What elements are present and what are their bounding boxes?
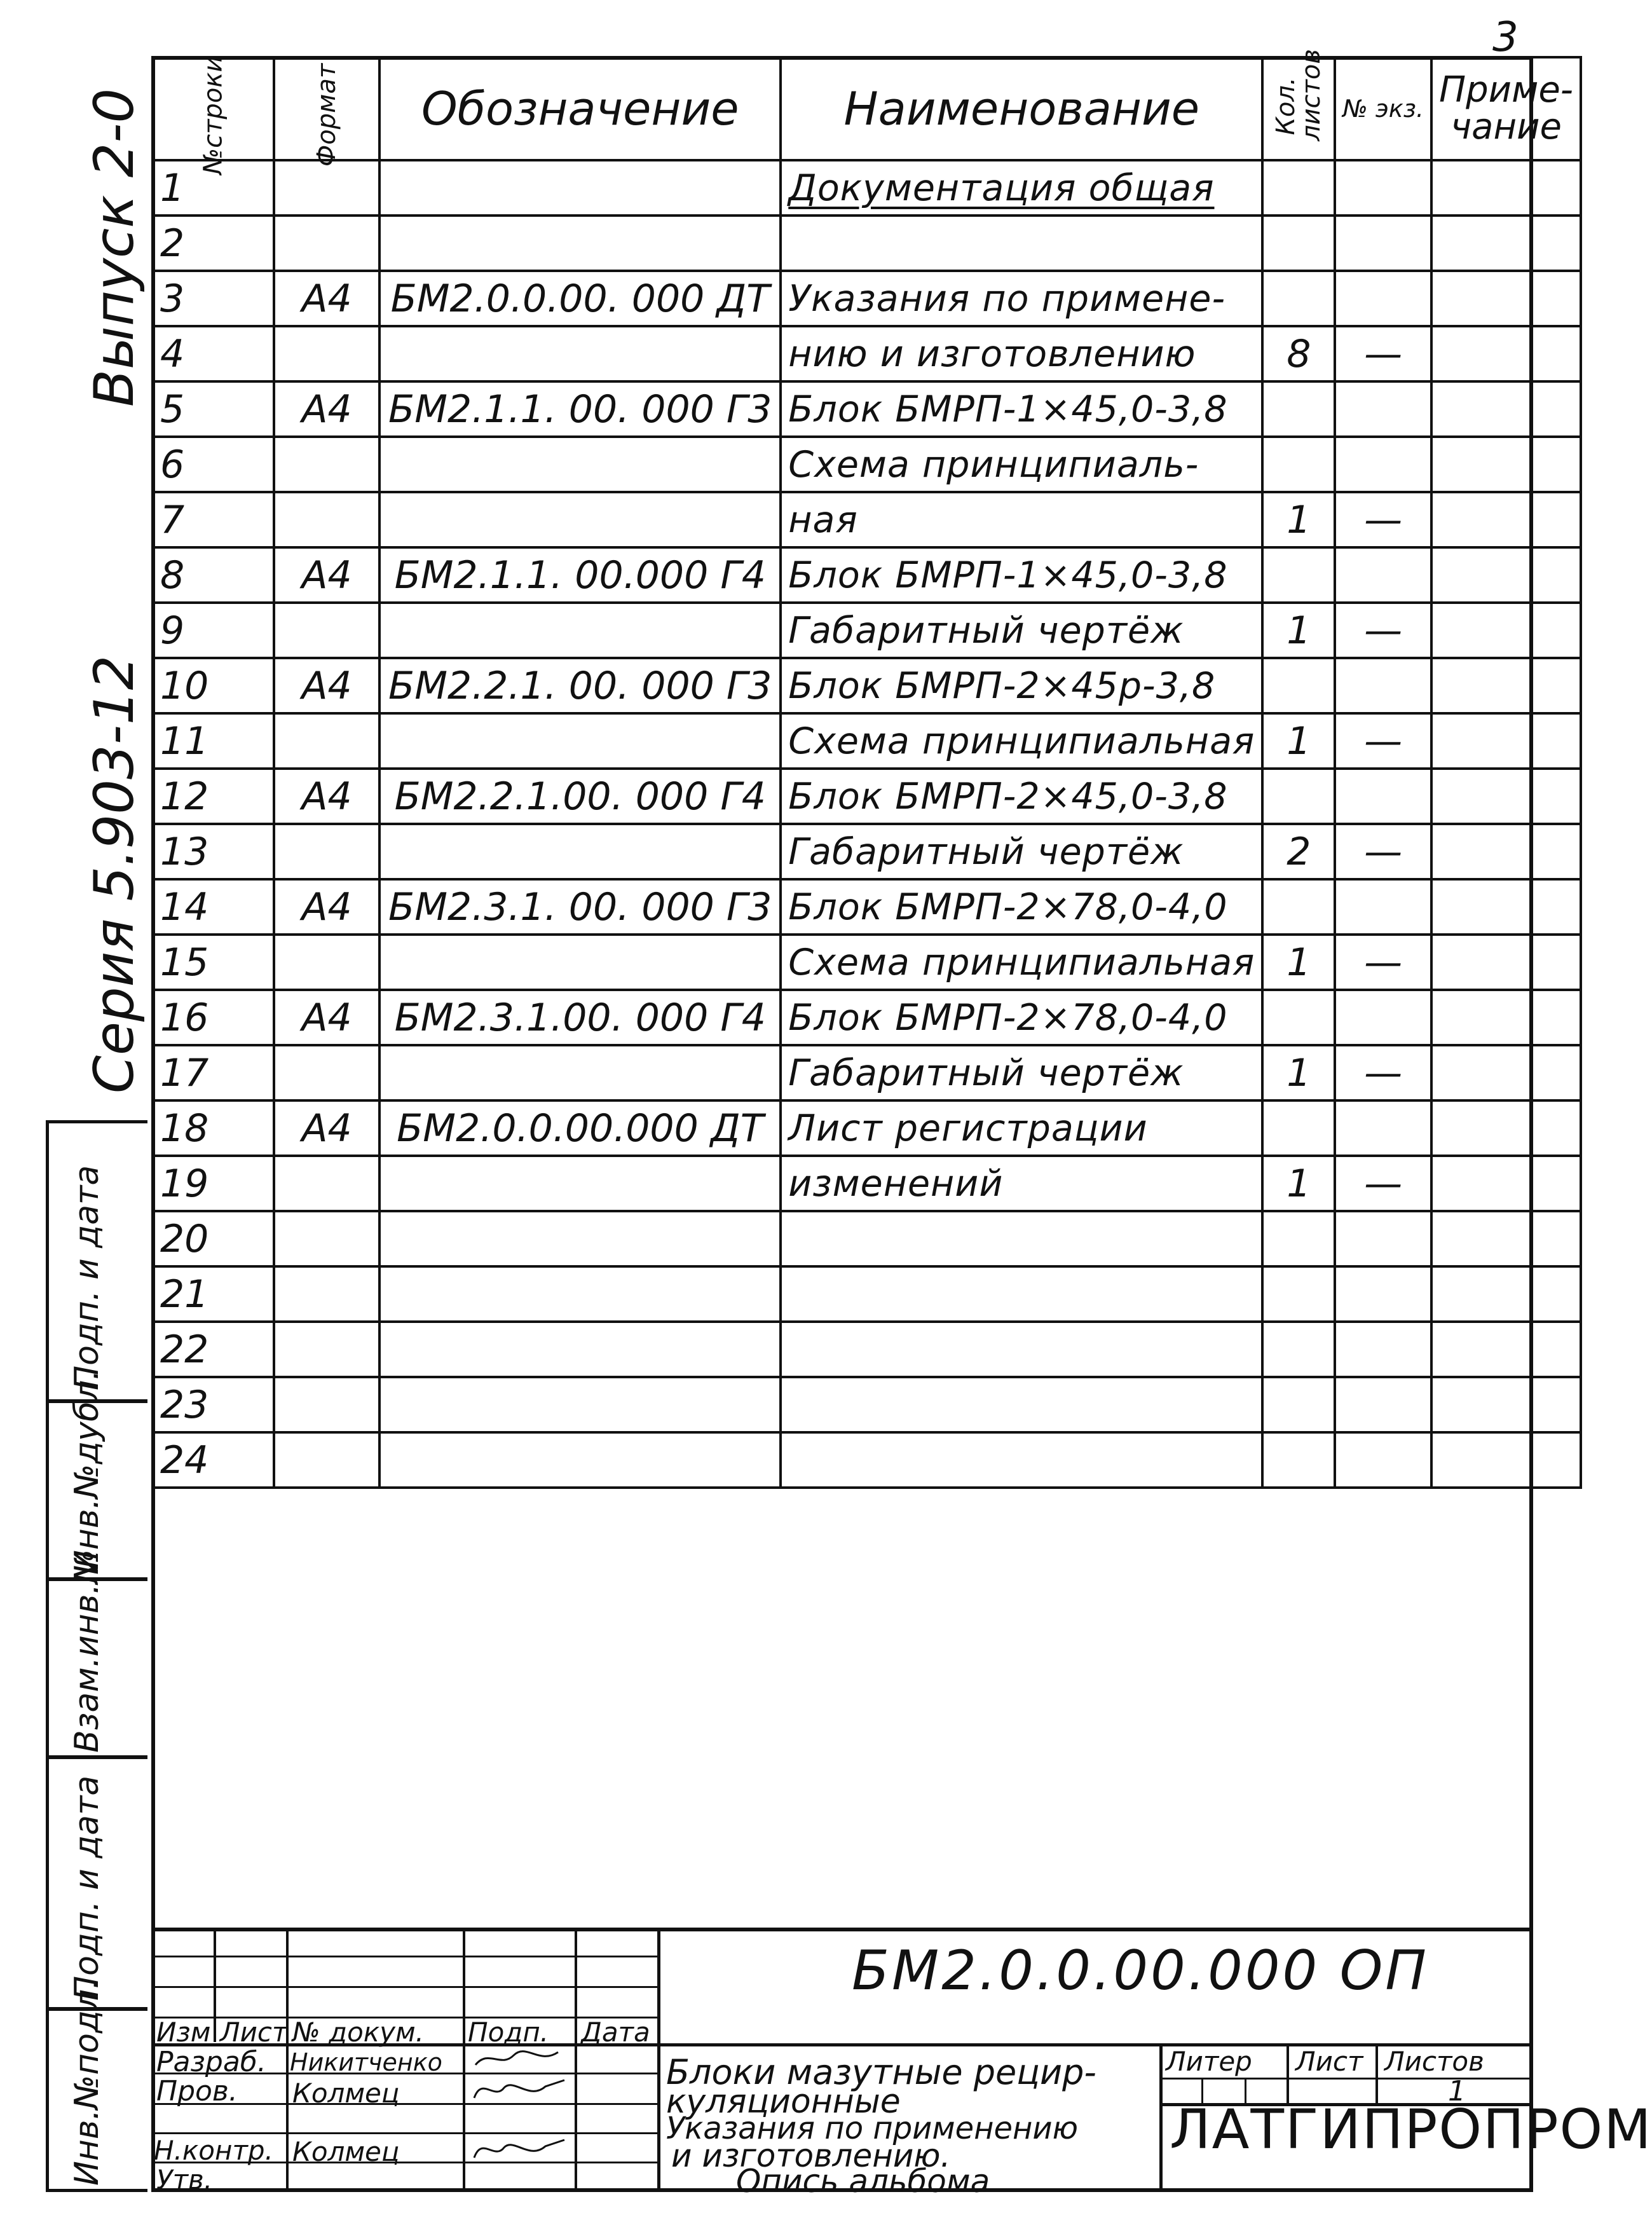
- header-copy: № экз.: [1335, 57, 1431, 160]
- row-copy-no: —: [1335, 603, 1431, 658]
- row-name: Габаритный чертёж: [781, 824, 1262, 879]
- row-sheet-count: 1: [1262, 713, 1335, 769]
- row-number: 19: [153, 1156, 274, 1211]
- row-number: 7: [153, 492, 274, 547]
- row-name: Лист регистрации: [781, 1100, 1262, 1156]
- row-name: Схема принципиальная: [781, 935, 1262, 990]
- row-name: Блок БМРП-2×78,0-4,0: [781, 990, 1262, 1045]
- document-title-line-3: Указания по применению: [666, 2111, 1078, 2146]
- issue-label: Выпуск 2-0: [83, 88, 146, 407]
- role-norm-control: Н.контр.: [154, 2135, 273, 2166]
- col-change: Изм: [156, 2017, 211, 2048]
- row-copy-no: —: [1335, 492, 1431, 547]
- row-number: 21: [153, 1266, 274, 1322]
- row-number: 12: [153, 769, 274, 824]
- row-name: Схема принципиальная: [781, 713, 1262, 769]
- row-format: А4: [274, 658, 379, 713]
- sheet-number: 3: [1492, 14, 1519, 61]
- row-sheet-count: 2: [1262, 824, 1335, 879]
- col-signature: Подп.: [468, 2017, 549, 2048]
- row-number: 9: [153, 603, 274, 658]
- row-number: 10: [153, 658, 274, 713]
- header-format: Формат: [274, 57, 379, 160]
- row-copy-no: —: [1335, 824, 1431, 879]
- row-number: 5: [153, 381, 274, 437]
- header-name: Наименование: [781, 57, 1262, 160]
- row-copy-no: —: [1335, 1045, 1431, 1100]
- row-name: Блок БМРП-2×78,0-4,0: [781, 879, 1262, 935]
- document-title-line-2: куляционные: [666, 2083, 901, 2121]
- row-number: 3: [153, 271, 274, 326]
- drawing-frame: [151, 56, 1533, 2192]
- row-number: 14: [153, 879, 274, 935]
- role-developer: Разраб.: [156, 2046, 266, 2078]
- row-number: 22: [153, 1322, 274, 1377]
- strip-label-sign-date: Подп. и дата: [68, 1775, 106, 2001]
- sheets-value: 1: [1448, 2075, 1466, 2107]
- row-number: 23: [153, 1377, 274, 1432]
- row-format: А4: [274, 990, 379, 1045]
- row-designation: БМ2.1.1. 00. 000 Г3: [379, 381, 781, 437]
- sheets-label: Листов: [1384, 2046, 1484, 2077]
- row-name: Блок БМРП-1×45,0-3,8: [781, 381, 1262, 437]
- row-sheet-count: 1: [1262, 935, 1335, 990]
- row-name: Документация общая: [781, 160, 1262, 216]
- header-designation: Обозначение: [379, 57, 781, 160]
- strip-label-dup-inv: Инв.№дубл.: [68, 1369, 106, 1575]
- row-designation: БМ2.1.1. 00.000 Г4: [379, 547, 781, 603]
- row-copy-no: —: [1335, 935, 1431, 990]
- row-name: Указания по примене-: [781, 271, 1262, 326]
- strip-cell-sign-date-top: [46, 1120, 147, 1402]
- row-sheet-count: 8: [1262, 326, 1335, 381]
- row-format: А4: [274, 271, 379, 326]
- row-copy-no: —: [1335, 1156, 1431, 1211]
- row-sheet-count: 1: [1262, 603, 1335, 658]
- col-sheet: Лист: [220, 2017, 288, 2048]
- col-doc-no: № докум.: [292, 2017, 425, 2048]
- row-name: ная: [781, 492, 1262, 547]
- row-designation: БМ2.0.0.00. 000 ДТ: [379, 271, 781, 326]
- strip-label-replaced-inv: Взам.инв.№: [68, 1549, 106, 1753]
- row-designation: БМ2.0.0.00.000 ДТ: [379, 1100, 781, 1156]
- row-designation: БМ2.2.1. 00. 000 Г3: [379, 658, 781, 713]
- row-number: 1: [153, 160, 274, 216]
- row-designation: БМ2.2.1.00. 000 Г4: [379, 769, 781, 824]
- row-format: А4: [274, 1100, 379, 1156]
- row-sheet-count: 1: [1262, 1156, 1335, 1211]
- developer-name: Никитченко: [290, 2048, 442, 2076]
- row-name: Блок БМРП-2×45р-3,8: [781, 658, 1262, 713]
- row-number: 11: [153, 713, 274, 769]
- signature-developer: [469, 2046, 571, 2074]
- row-designation: БМ2.3.1. 00. 000 Г3: [379, 879, 781, 935]
- norm-controller-name: Колмец: [292, 2136, 400, 2167]
- header-qty: Кол. листов: [1262, 57, 1335, 160]
- document-code: БМ2.0.0.00.000 ОП: [852, 1939, 1429, 2003]
- row-copy-no: —: [1335, 326, 1431, 381]
- row-number: 24: [153, 1432, 274, 1488]
- signature-norm-controller: [469, 2135, 571, 2163]
- row-number: 8: [153, 547, 274, 603]
- document-title-line-1: Блоки мазутные рецир-: [666, 2052, 1096, 2092]
- row-name: Блок БМРП-1×45,0-3,8: [781, 547, 1262, 603]
- document-title-line-5: Опись альбома: [736, 2163, 990, 2200]
- header-note: Приме-чание: [1431, 57, 1581, 160]
- left-binding-strip: [46, 1120, 151, 2192]
- row-sheet-count: 1: [1262, 492, 1335, 547]
- row-number: 4: [153, 326, 274, 381]
- row-format: А4: [274, 769, 379, 824]
- row-number: 6: [153, 437, 274, 492]
- row-number: 18: [153, 1100, 274, 1156]
- row-name: Габаритный чертёж: [781, 1045, 1262, 1100]
- row-number: 20: [153, 1211, 274, 1266]
- strip-cell-orig-inv: [46, 1978, 147, 2192]
- row-name: Габаритный чертёж: [781, 603, 1262, 658]
- organization-name: ЛАТГИПРОПРОМ: [1170, 2098, 1652, 2162]
- strip-label-sign-date-top: Подп. и дата: [68, 1165, 106, 1390]
- series-label: Серия 5.903-12: [83, 655, 146, 1093]
- checker-name: Колмец: [292, 2078, 400, 2109]
- strip-label-orig-inv: Инв.№подл.: [68, 1978, 106, 2186]
- strip-cell-sign-date: [46, 1756, 147, 2010]
- row-copy-no: —: [1335, 713, 1431, 769]
- row-format: А4: [274, 879, 379, 935]
- sheet-label: Лист: [1295, 2046, 1363, 2077]
- row-number: 17: [153, 1045, 274, 1100]
- row-number: 16: [153, 990, 274, 1045]
- row-name: изменений: [781, 1156, 1262, 1211]
- liter-label: Литер: [1166, 2046, 1252, 2077]
- row-format: А4: [274, 547, 379, 603]
- strip-cell-replaced-inv: [46, 1549, 147, 1758]
- row-name: Блок БМРП-2×45,0-3,8: [781, 769, 1262, 824]
- role-checked: Пров.: [156, 2075, 238, 2107]
- row-number: 2: [153, 216, 274, 271]
- row-name: нию и изготовлению: [781, 326, 1262, 381]
- header-row-no: №строки: [153, 57, 274, 160]
- signature-checker: [469, 2075, 571, 2103]
- row-number: 13: [153, 824, 274, 879]
- row-format: А4: [274, 381, 379, 437]
- row-sheet-count: 1: [1262, 1045, 1335, 1100]
- col-date: Дата: [581, 2017, 650, 2048]
- document-title-line-4: и изготовлению.: [671, 2137, 951, 2174]
- row-name: Схема принципиаль-: [781, 437, 1262, 492]
- row-number: 15: [153, 935, 274, 990]
- row-designation: БМ2.3.1.00. 000 Г4: [379, 990, 781, 1045]
- role-approved: Утв.: [156, 2164, 213, 2195]
